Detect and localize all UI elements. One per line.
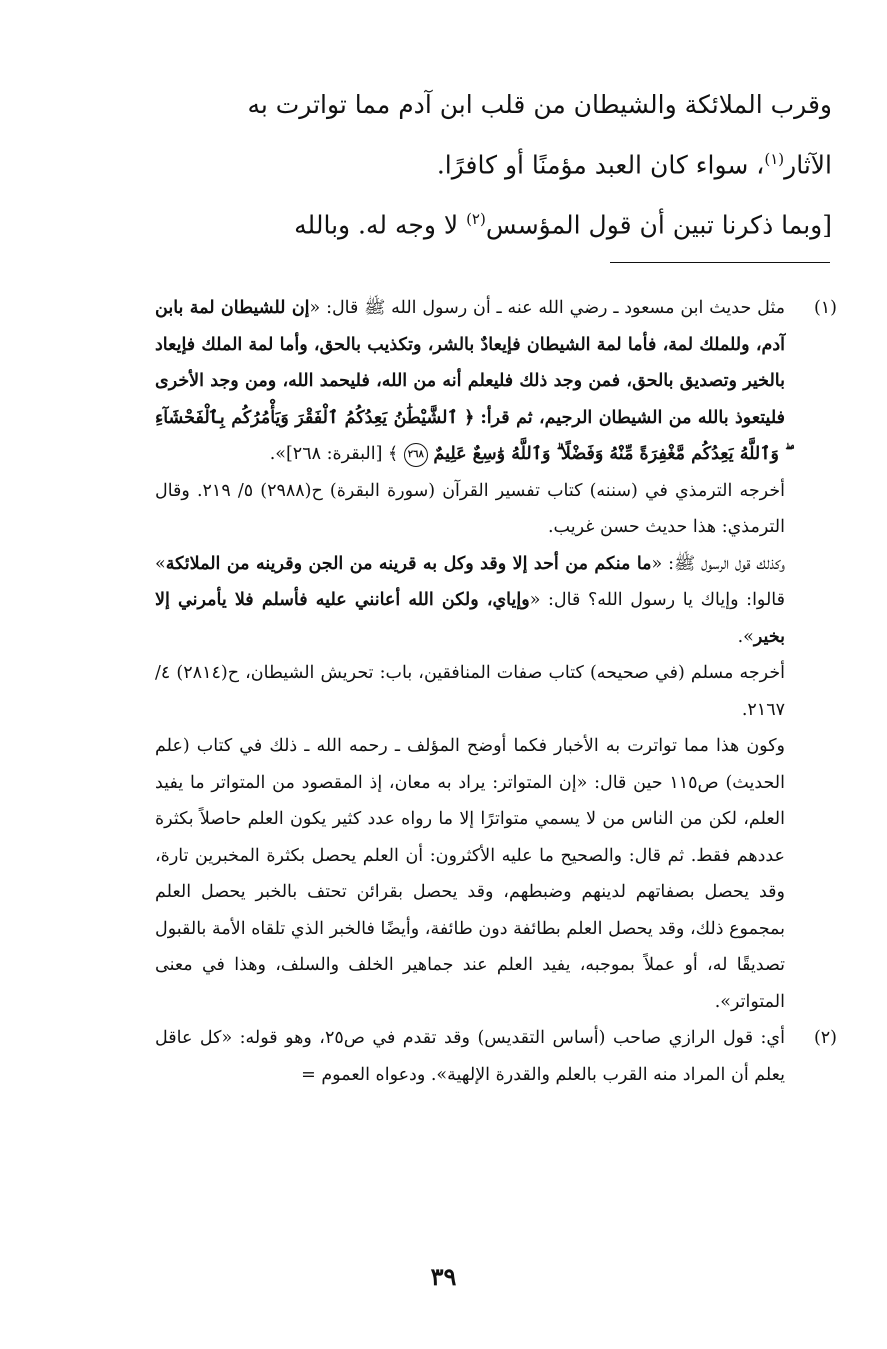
- main-text-block: [150, 78, 832, 253]
- footnotes: [155, 290, 837, 1093]
- page-number: ٣٩: [430, 1262, 457, 1291]
- main-line-text: وقرب الملائكة والشيطان من قلب ابن آدم مما تواترت به: [247, 90, 832, 119]
- footnote-paragraph: [155, 728, 785, 1020]
- footnote-number: (١): [813, 298, 837, 318]
- footnote-paragraph: [155, 546, 785, 656]
- main-line: [150, 132, 832, 192]
- main-line-text: ، سواء كان العبد مؤمنًا أو كافرًا.: [436, 150, 765, 180]
- main-line: [150, 78, 832, 132]
- footnote-paragraph: [155, 473, 785, 546]
- footnote-paragraph: [155, 655, 785, 728]
- footnote-text: أي: قول الرازي صاحب (أساس التقديس) وقد تقدم في ص٢٥، وهو قوله: «كل عاقل يعلم أن المراد منه القرب بالعلم والقدرة الإلهية». ودعواه العموم =: [155, 1028, 785, 1085]
- footnote-text: ﴾ [البقرة: ٢٦٨]».: [269, 444, 399, 464]
- footnote-text: » قالوا: وإياك يا رسول الله؟ قال: «: [155, 553, 786, 610]
- footnote-reference-2[interactable]: (٢): [466, 210, 486, 229]
- footnote-text: ».: [737, 626, 754, 647]
- hadith-text: إن للشيطان لمة بابن آدم، وللملك لمة، فأما لمة الشيطان فإيعادٌ بالشر، وتكذيب بالحق، وأما لمة الملك فإيعاد بالخير وتصديق بالحق، فمن وجد ذلك فليعلم أنه من الله، فليحمد الله، ومن وجد الأخرى فليتعوذ بالله من الشيطان الرجيم، ثم قرأ:: [155, 298, 785, 428]
- footnote-text: وكون هذا مما تواترت به الأخبار فكما أوضح المؤلف ـ رحمه الله ـ ذلك في كتاب (علم الحديث) ص١١٥ حين قال: «إن المتواتر: يراد به معان، إذ المقصود من المتواتر ما يفيد العلم، لكن من الناس من لا يسمي متواترًا إلا ما رواه عدد كثير يكون العلم حاصلاً بكثرة عددهم فقط. ثم قال: والصحيح ما عليه الأكثرون: أن العلم يحصل بكثرة المخبرين تارة، وقد يحصل بصفاتهم لدينهم وضبطهم، وقد يحصل بقرائن تحتف بالخبر يحصل العلم بمجموع ذلك، وقد يحصل العلم بطائفة دون طائفة، وأيضًا فالخبر الذي تلقاه الأمة بالقبول تصديقًا له، أو عملاً بموجبه، يفيد العلم عند جماهير الخلف والسلف، وهذا في معنى المتواتر».: [155, 736, 785, 1012]
- hadith-text: وإياي، ولكن الله أعانني عليه فأسلم فلا يأمرني إلا بخير: [155, 590, 785, 647]
- main-line-text: الآثار: [784, 150, 832, 180]
- citation-text: أخرجه الترمذي في (سننه) كتاب تفسير القرآن (سورة البقرة) ح(٢٩٨٨) ٥/ ٢١٩. وقال الترمذي: هذا حديث حسن غريب.: [155, 480, 786, 537]
- main-line-text: لا وجه له. وبالله: [294, 210, 459, 240]
- hadith-text: ما منكم من أحد إلا وقد وكل به قرينه من الجن وقرينه من الملائكة: [165, 553, 652, 574]
- ayah-number-marker: ٢٦٨: [404, 443, 428, 467]
- footnote-reference-1[interactable]: (١): [764, 150, 785, 168]
- footnote-number: (٢): [813, 1028, 837, 1048]
- footnote-paragraph: [155, 290, 785, 473]
- quran-verse: ﴿ ٱلشَّيْطَٰنُ يَعِدُكُمُ ٱلْفَقْرَ وَيَأْمُرُكُم بِٱلْفَحْشَآءِ ۖ وَٱللَّهُ يَعِدُكُم مَّغْفِرَةً مِّنْهُ وَفَضْلًا ۗ وَٱللَّهُ وَٰسِعٌ عَلِيمٌ: [155, 407, 785, 464]
- main-line-text: [وبما ذكرنا تبين أن قول المؤسس: [485, 210, 832, 240]
- main-line: [150, 192, 832, 252]
- footnote-paragraph: [155, 1020, 785, 1093]
- footnote-separator: [610, 262, 830, 263]
- footnote-2: [155, 1020, 837, 1093]
- footnote-text: وكذلك قول الرسول ﷺ: «: [651, 553, 785, 574]
- footnote-text: مثل حديث ابن مسعود ـ رضي الله عنه ـ أن رسول الله ﷺ قال: «: [309, 298, 785, 318]
- citation-text: أخرجه مسلم (في صحيحه) كتاب صفات المنافقين، باب: تحريش الشيطان، ح(٢٨١٤) ٤/ ٢١٦٧.: [155, 663, 786, 720]
- footnote-1: [155, 290, 837, 1020]
